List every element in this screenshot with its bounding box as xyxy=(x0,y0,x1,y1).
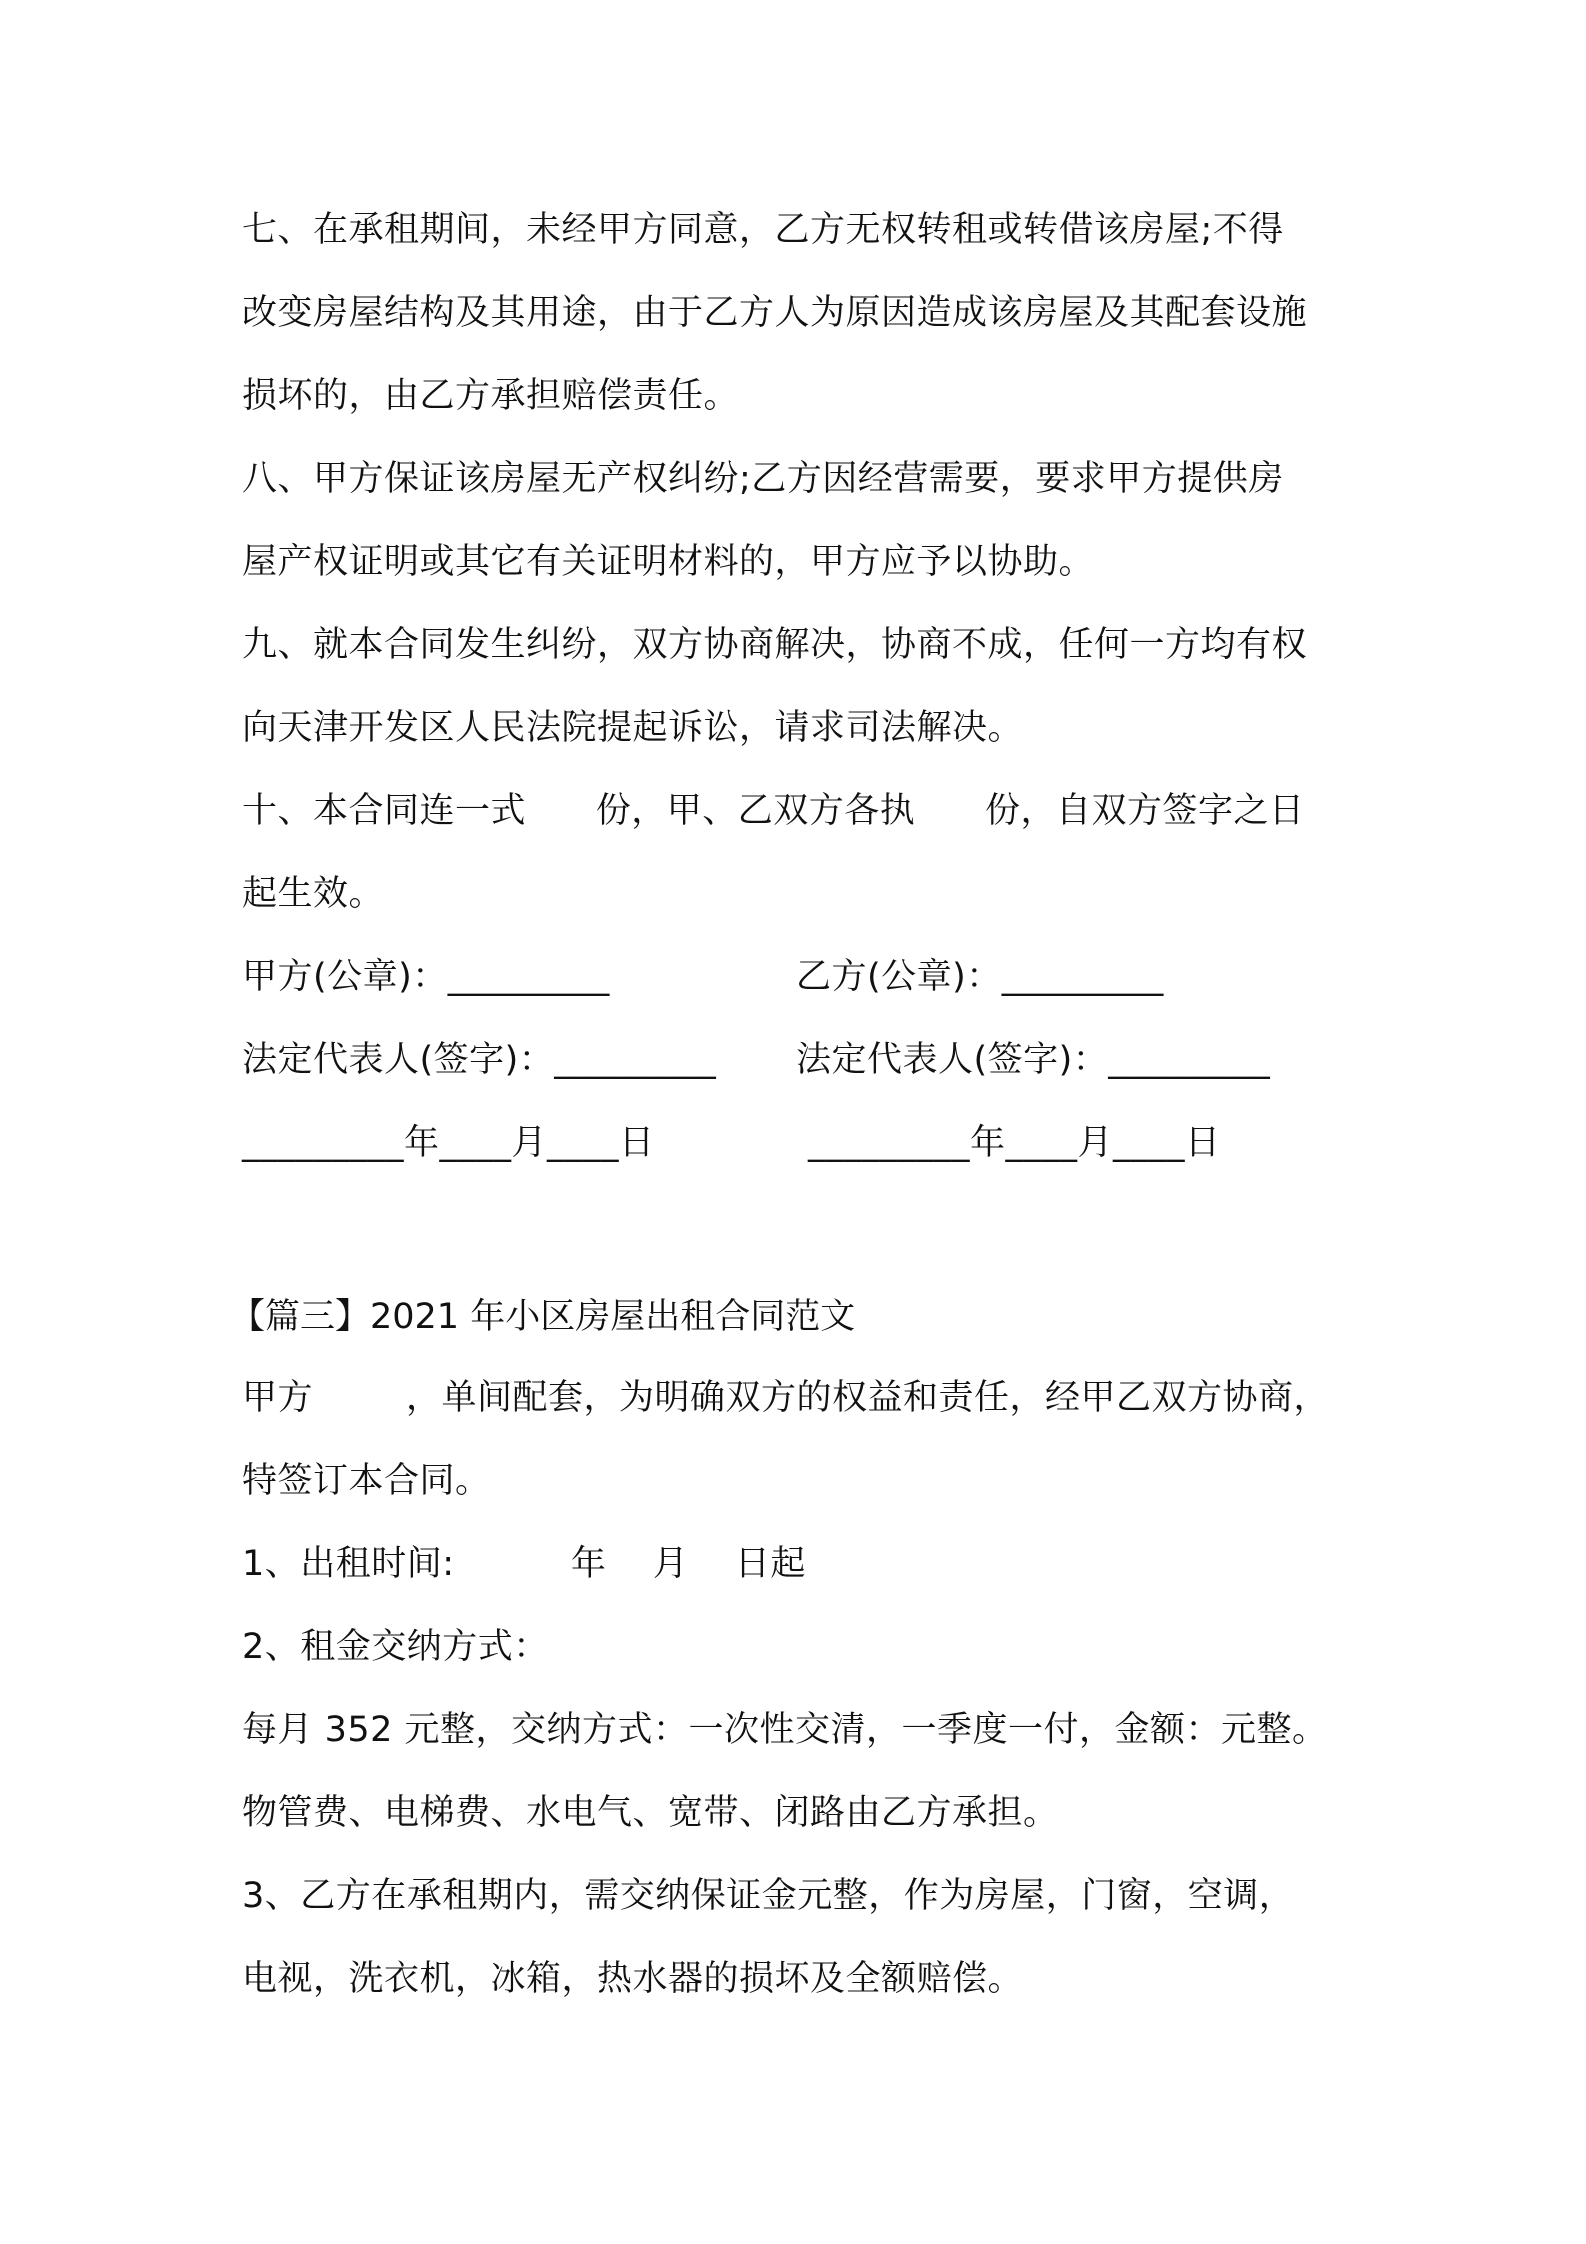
item-2-detail-line-1: 每月 352 元整，交纳方式：一次性交清，一季度一付，金额：元整。 xyxy=(242,1710,1328,1750)
section-three-title: 【篇三】2021 年小区房屋出租合同范文 xyxy=(230,1297,856,1337)
item-1-rental-period: 1、出租时间: 年 月 日起 xyxy=(242,1544,806,1584)
party-a-representative: 法定代表人(签字)：_________ xyxy=(242,1040,717,1080)
clause-8-line-1: 八、甲方保证该房屋无产权纠纷;乙方因经营需要，要求甲方提供房 xyxy=(242,459,1284,499)
clause-9-line-2: 向天津开发区人民法院提起诉讼，请求司法解决。 xyxy=(242,708,1024,748)
clause-10-line-1: 十、本合同连一式 份，甲、乙双方各执 份，自双方签字之日 xyxy=(242,791,1305,831)
intro-line-1: 甲方 ，单间配套，为明确双方的权益和责任，经甲乙双方协商， xyxy=(242,1378,1330,1418)
clause-9-line-1: 九、就本合同发生纠纷，双方协商解决，协商不成，任何一方均有权 xyxy=(242,625,1308,665)
party-a-seal: 甲方(公章)：_________ xyxy=(242,957,610,997)
item-3-line-2: 电视，洗衣机，冰箱，热水器的损坏及全额赔偿。 xyxy=(242,1959,1024,1999)
clause-7-line-3: 损坏的，由乙方承担赔偿责任。 xyxy=(242,376,740,416)
clause-7-line-1: 七、在承租期间，未经甲方同意，乙方无权转租或转借该房屋;不得 xyxy=(242,210,1284,250)
item-3-line-1: 3、乙方在承租期内，需交纳保证金元整，作为房屋，门窗，空调， xyxy=(242,1876,1295,1916)
clause-8-line-2: 屋产权证明或其它有关证明材料的，甲方应予以协助。 xyxy=(242,542,1095,582)
party-b-seal: 乙方(公章)：_________ xyxy=(796,957,1164,997)
clause-7-line-2: 改变房屋结构及其用途，由于乙方人为原因造成该房屋及其配套设施 xyxy=(242,293,1308,333)
clause-10-line-2: 起生效。 xyxy=(242,874,385,914)
party-b-representative: 法定代表人(签字)：_________ xyxy=(796,1040,1271,1080)
item-2-payment-method: 2、租金交纳方式： xyxy=(242,1627,549,1667)
party-b-date: _________年____月____日 xyxy=(808,1123,1221,1163)
intro-line-2: 特签订本合同。 xyxy=(242,1461,491,1501)
party-a-date: _________年____月____日 xyxy=(242,1123,655,1163)
item-2-detail-line-2: 物管费、电梯费、水电气、宽带、闭路由乙方承担。 xyxy=(242,1793,1059,1833)
